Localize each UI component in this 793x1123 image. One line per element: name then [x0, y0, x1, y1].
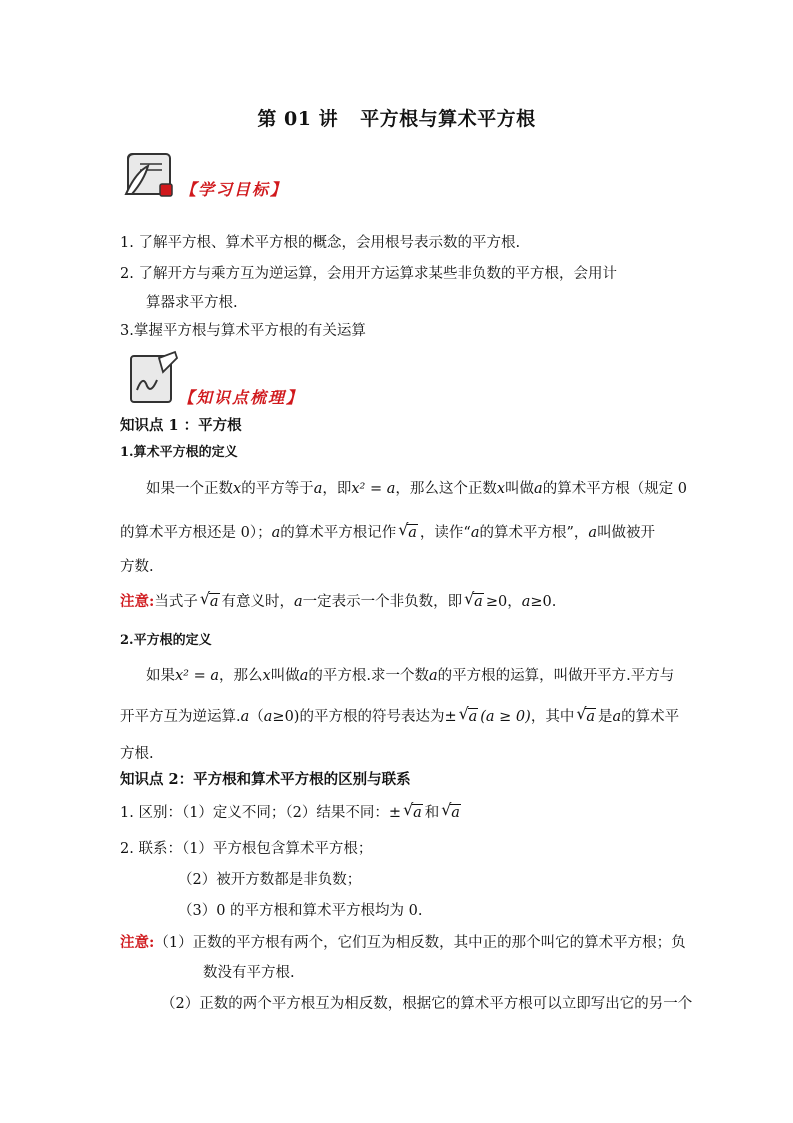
lecture-topic: 平方根与算术平方根	[360, 108, 536, 130]
square-root-definition-heading: 2.平方根的定义	[120, 633, 212, 648]
square-root-definition-line-3: 方根.	[120, 746, 154, 762]
square-root-definition-line-2: 开平方互为逆运算.a（a≥0)的平方根的符号表达为±√ a (a ≥ 0)，其中√ a 是a的算术平	[120, 706, 679, 728]
lecture-number: 第 01 讲	[257, 108, 339, 130]
arithmetic-root-definition-heading: 1.算术平方根的定义	[120, 445, 238, 460]
objective-3: 3.掌握平方根与算术平方根的有关运算	[120, 323, 366, 339]
knowledge-point-1-heading: 知识点 1 ：平方根	[120, 417, 242, 434]
connection-line-3: （3）0 的平方根和算术平方根均为 0.	[178, 903, 423, 919]
knowledge-section-label: 【知识点梳理】	[178, 388, 305, 407]
note-1-line-1: 注意:（1）正数的平方根有两个，它们互为相反数，其中正的那个叫它的算术平方根；负	[120, 934, 686, 951]
objective-1: 1. 了解平方根、算术平方根的概念，会用根号表示数的平方根.	[120, 235, 521, 251]
objective-2: 2. 了解开方与乘方互为逆运算，会用开方运算求某些非负数的平方根，会用计	[120, 266, 617, 282]
knowledge-point-2-heading: 知识点 2：平方根和算术平方根的区别与联系	[120, 771, 411, 788]
note-2-line-1: （2）正数的两个平方根互为相反数，根据它的算术平方根可以立即写出它的另一个	[161, 996, 693, 1012]
page-title	[0, 104, 793, 131]
connection-line-2: （2）被开方数都是非负数；	[178, 872, 362, 888]
arithmetic-root-definition-line-3: 方数.	[120, 559, 154, 575]
scroll-quill-icon	[122, 150, 182, 202]
square-root-definition-line-1: 如果x² = a，那么x叫做a的平方根.求一个数a的平方根的运算，叫做开平方.平方与	[146, 668, 675, 684]
arithmetic-root-definition-line-1: 如果一个正数x的平方等于a，即x² = a，那么这个正数x叫做a的算术平方根（规定 0	[146, 481, 688, 497]
connection-line-1: 2. 联系：（1）平方根包含算术平方根；	[120, 841, 373, 857]
note-arithmetic-root: 注意:当式子√ a 有意义时，a一定表示一个非负数，即√ a ≥0，a≥0.	[120, 591, 556, 613]
objective-2-continued: 算器求平方根.	[146, 295, 238, 311]
arithmetic-root-definition-line-2: 的算术平方根还是 0）；a的算术平方根记作√ a ，读作“a的算术平方根”，a叫做被开	[120, 522, 655, 544]
note-1-line-2: 数没有平方根.	[203, 965, 295, 981]
notebook-pencil-icon	[123, 350, 183, 408]
objectives-section-label: 【学习目标】	[180, 180, 289, 199]
difference-line: 1. 区别：（1）定义不同；（2）结果不同：±√ a 和√ a	[120, 802, 463, 824]
